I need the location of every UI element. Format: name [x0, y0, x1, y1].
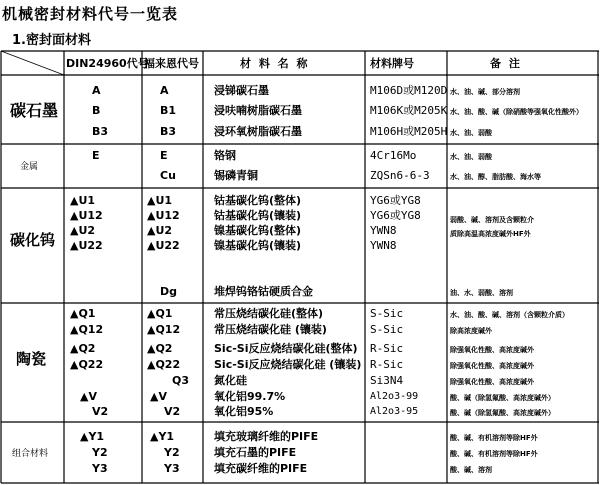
cell-burgmann: ▲U12	[147, 209, 180, 222]
header-name: 材 料 名 称	[240, 57, 310, 70]
cell-grade: ZQSn6-6-3	[370, 169, 430, 182]
header-din: DIN24960代号	[66, 57, 149, 70]
cell-note: 水、油、碱、部分溶剂	[450, 88, 520, 96]
cell-burgmann: Y3	[164, 462, 180, 475]
carbide-note-line2: 质除高温高浓度碱外HF外	[450, 230, 531, 238]
section-subtitle: 1.密封面材料	[12, 33, 91, 48]
cell-note: 除高浓度碱外	[450, 327, 492, 335]
cell-grade: YG6或YG8	[370, 194, 421, 207]
group-composite: 组合材料	[12, 449, 49, 459]
cell-name: 镍基碳化钨(整体)	[214, 224, 302, 237]
cell-din: ▲U2	[70, 224, 96, 237]
cell-grade: S-Sic	[370, 323, 404, 336]
cell-din: ▲Q12	[70, 323, 104, 336]
cell-burgmann: ▲Q22	[147, 358, 181, 371]
group-metal: 金属	[20, 162, 39, 172]
cell-note: 除强氧化性酸、高浓度碱外	[450, 346, 534, 354]
cell-name: 浸锑碳石墨	[214, 84, 269, 97]
cell-note: 水、油、弱酸	[450, 129, 492, 137]
cell-din: B	[92, 104, 101, 117]
cell-grade: YG6或YG8	[370, 209, 421, 222]
cell-grade: M106D或M120D	[370, 84, 448, 97]
cell-note: 水、油、酸、碱（除硝酸等强氧化性酸外）	[450, 108, 583, 116]
cell-burgmann: ▲V	[150, 390, 167, 403]
cell-burgmann: B1	[160, 104, 177, 117]
cell-note: 水、油、弱酸	[450, 153, 492, 161]
cell-burgmann: Dg	[160, 285, 178, 298]
cell-din: Y2	[92, 446, 108, 459]
cell-din: ▲U22	[70, 239, 103, 252]
cell-name: 堆焊钨铬钴硬质合金	[214, 285, 313, 298]
cell-burgmann: ▲Q1	[147, 307, 173, 320]
group-carbide: 碳化钨	[10, 231, 56, 249]
cell-burgmann: B3	[160, 125, 177, 138]
cell-name: 浸呋喃树脂碳石墨	[214, 104, 302, 117]
cell-name: 钴基碳化钨(整体)	[214, 194, 302, 207]
cell-din: Y3	[92, 462, 108, 475]
cell-burgmann: ▲U1	[147, 194, 173, 207]
cell-din: ▲U12	[70, 209, 103, 222]
cell-note: 除强氧化性酸、高浓度碱外	[450, 362, 534, 370]
cell-burgmann: Cu	[160, 169, 176, 182]
cell-din: B3	[92, 125, 109, 138]
cell-note: 水、油、醇、脂肪酸、海水等	[450, 173, 541, 181]
cell-grade: R-Sic	[370, 358, 404, 371]
cell-grade: R-Sic	[370, 342, 404, 355]
cell-note: 酸、碱（除氢氟酸、高浓度碱外）	[450, 409, 555, 417]
cell-name: 铬钢	[214, 149, 236, 162]
cell-name: 填充石墨的PIFE	[214, 446, 297, 459]
cell-note: 除强氧化性酸、高浓度碱外	[450, 378, 534, 386]
cell-burgmann: ▲U2	[147, 224, 173, 237]
cell-name: 常压烧结碳化硅(整体)	[214, 307, 324, 320]
cell-burgmann: A	[160, 84, 169, 97]
cell-burgmann: ▲U22	[147, 239, 180, 252]
cell-din: ▲Q2	[70, 342, 96, 355]
cell-burgmann: ▲Y1	[150, 430, 175, 443]
header-burgmann: 福来恩代号	[144, 57, 199, 70]
cell-name: Sic-Si反应烧结碳化硅 (镶装)	[214, 358, 362, 371]
cell-din: ▲Q1	[70, 307, 96, 320]
cell-name: 氧化铝95%	[214, 405, 274, 418]
carbide-note-line1: 弱酸、碱、溶剂及含颗粒介	[450, 216, 534, 224]
cell-grade: Al2o3-99	[370, 391, 419, 402]
cell-grade: S-Sic	[370, 307, 404, 320]
cell-name: 镍基碳化钨(镶装)	[214, 239, 302, 252]
cell-din: ▲U1	[70, 194, 96, 207]
cell-name: 常压烧结碳化硅 (镶装)	[214, 323, 327, 336]
cell-name: 浸环氧树脂碳石墨	[214, 125, 302, 138]
cell-grade: YWN8	[370, 239, 397, 252]
cell-grade: M106K或M205K	[370, 104, 448, 117]
cell-name: 氮化硅	[214, 374, 247, 387]
header-note: 备 注	[490, 57, 522, 70]
page-title: 机械密封材料代号一览表	[2, 5, 179, 23]
cell-burgmann: Q3	[172, 374, 190, 387]
cell-note: 水、油、酸、碱、溶剂（含颗粒介质）	[450, 311, 569, 319]
cell-name: 锡磷青铜	[214, 169, 258, 182]
cell-burgmann: E	[160, 149, 168, 162]
cell-note: 酸、碱、溶剂	[450, 466, 492, 474]
cell-din: ▲Y1	[80, 430, 105, 443]
group-carbon: 碳石墨	[10, 101, 59, 120]
cell-din: E	[92, 149, 100, 162]
cell-note: 酸、碱（除氢氟酸、高浓度碱外）	[450, 394, 555, 402]
cell-name: 氧化铝99.7%	[214, 390, 286, 403]
cell-name: Sic-Si反应烧结碳化硅(整体)	[214, 342, 358, 355]
cell-din: A	[92, 84, 101, 97]
cell-name: 钴基碳化钨(镶装)	[214, 209, 302, 222]
header-grade: 材料牌号	[370, 57, 414, 70]
cell-note: 酸、碱、有机溶剂等除HF外	[450, 434, 538, 442]
cell-din: V2	[92, 405, 109, 418]
cell-name: 填充碳纤维的PIFE	[214, 462, 308, 475]
cell-din: ▲Q22	[70, 358, 104, 371]
cell-note: 酸、碱、有机溶剂等除HF外	[450, 450, 538, 458]
cell-grade: Al2o3-95	[370, 406, 419, 417]
cell-grade: 4Cr16Mo	[370, 149, 417, 162]
cell-grade: M106H或M205H	[370, 125, 448, 138]
cell-note: 油、水、弱酸、溶剂	[450, 289, 513, 297]
cell-grade: YWN8	[370, 224, 397, 237]
group-ceramic: 陶瓷	[16, 350, 47, 368]
cell-name: 填充玻璃纤维的PIFE	[214, 430, 319, 443]
cell-burgmann: Y2	[164, 446, 180, 459]
cell-burgmann: ▲Q12	[147, 323, 181, 336]
cell-din: ▲V	[80, 390, 97, 403]
cell-burgmann: V2	[164, 405, 181, 418]
cell-burgmann: ▲Q2	[147, 342, 173, 355]
cell-grade: Si3N4	[370, 374, 404, 387]
